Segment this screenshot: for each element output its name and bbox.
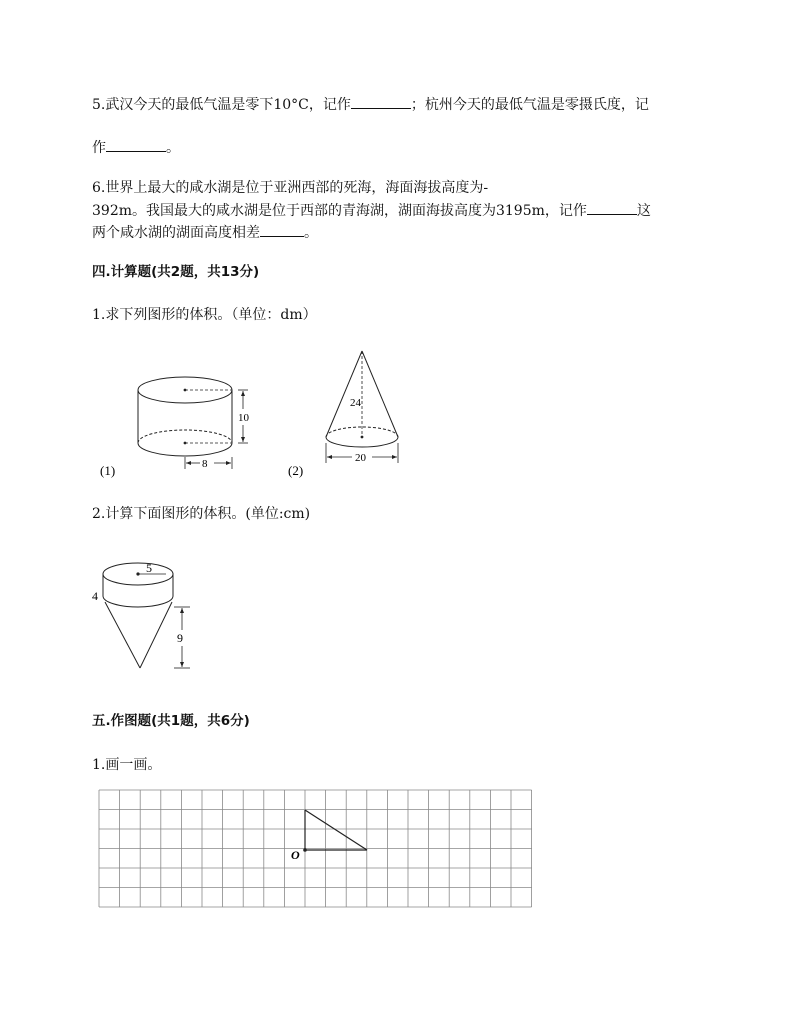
q6-text-3a: 两个咸水湖的湖面高度相差 bbox=[92, 225, 260, 241]
q6-blank-2[interactable] bbox=[260, 222, 304, 237]
q5-text-1: 5.武汉今天的最低气温是零下10°C，记作 bbox=[92, 97, 351, 113]
q5-blank-1[interactable] bbox=[351, 94, 411, 109]
q6-line2 bbox=[92, 200, 651, 221]
section-5-title: 五.作图题(共1题，共6分) bbox=[92, 713, 250, 729]
q6-text-2a: 392m。我国最大的咸水湖是位于西部的青海湖，湖面海拔高度为3195m，记作 bbox=[92, 203, 587, 219]
q6-text-2b: 这 bbox=[636, 203, 651, 219]
q5-text-3: 作 bbox=[92, 140, 106, 156]
cone-height-label-2: 9 bbox=[177, 631, 183, 645]
section-5-q1: 1.画一画。 bbox=[92, 757, 162, 773]
q6-line1: 6.世界上最大的咸水湖是位于亚洲西部的死海，海面海拔高度为- bbox=[92, 180, 489, 196]
cylinder-height-label: 10 bbox=[238, 412, 249, 424]
q5-line1 bbox=[92, 94, 649, 115]
origin-point bbox=[303, 848, 307, 852]
origin-label: O bbox=[291, 848, 300, 862]
figure-2-label: (2) bbox=[288, 463, 304, 478]
cone-figure bbox=[282, 345, 412, 485]
cone-diameter-label: 20 bbox=[355, 452, 366, 464]
q6-blank-1[interactable] bbox=[587, 200, 637, 215]
section-4-q1: 1.求下列图形的体积。（单位：dm） bbox=[92, 307, 317, 323]
drawing-grid[interactable] bbox=[95, 788, 535, 912]
figure-1-label: (1) bbox=[100, 463, 116, 478]
q6-line3 bbox=[92, 222, 318, 243]
cylinder-cone-figure bbox=[88, 552, 208, 682]
cone-height-label: 24 bbox=[350, 397, 361, 409]
q6-text-3b: 。 bbox=[304, 225, 318, 241]
q5-line2 bbox=[92, 137, 180, 158]
triangle-hypotenuse bbox=[305, 810, 367, 850]
q5-blank-2[interactable] bbox=[106, 137, 166, 152]
cylinder-height-label-2: 4 bbox=[92, 589, 98, 603]
section-4-q2: 2.计算下面图形的体积。(单位:cm) bbox=[92, 506, 311, 522]
cylinder-radius-label-2: 5 bbox=[146, 561, 152, 575]
cylinder-figure bbox=[92, 345, 262, 485]
q5-text-2: ；杭州今天的最低气温是零摄氏度，记 bbox=[410, 97, 649, 113]
section-4-title: 四.计算题(共2题，共13分) bbox=[92, 264, 260, 280]
cylinder-radius-label: 8 bbox=[202, 458, 208, 470]
q5-text-4: 。 bbox=[166, 140, 180, 156]
